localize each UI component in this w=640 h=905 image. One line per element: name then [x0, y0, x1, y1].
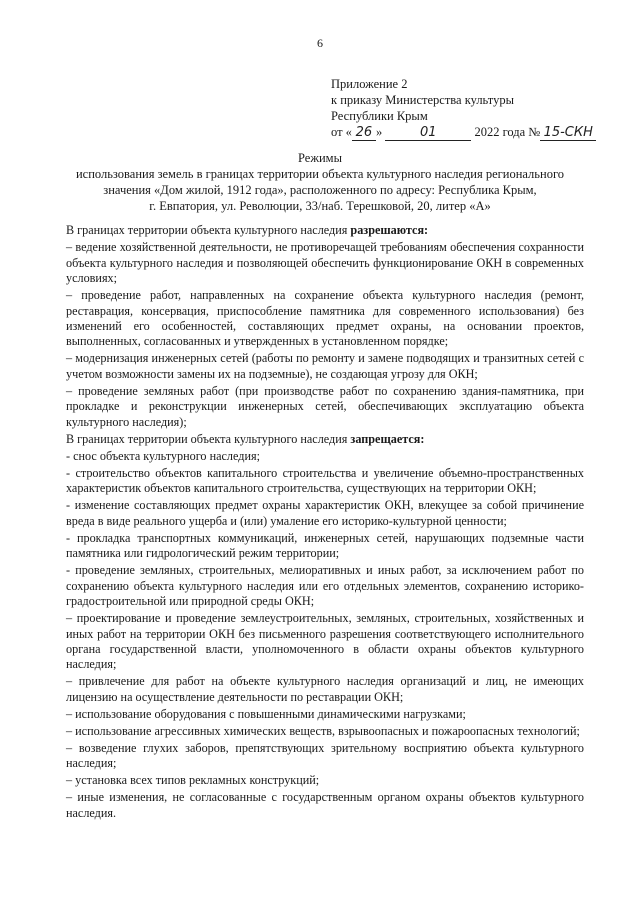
- list-item: - проведение земляных, строительных, мелиоративных и иных работ, за исключением работ по сохранению объекта культурного наследия или его отдельных элементов, сохранению историко-градостроительной или природной среды ОКН;: [66, 563, 584, 609]
- allowed-intro-bold: разрешаются:: [350, 223, 429, 237]
- list-item: – использование агрессивных химических веществ, взрывоопасных и пожароопасных технологий;: [66, 723, 580, 738]
- list-item: – привлечение для работ на объекте культурного наследия организаций и лиц, не имеющих лицензию на осуществление деятельности по реставрации ОКН;: [66, 674, 584, 704]
- allowed-list: [66, 240, 584, 430]
- forbidden-section-heading: [66, 432, 584, 447]
- list-item: – проведение работ, направленных на сохранение объекта культурного наследия (ремонт, реставрация, консервация, приспособление памятника для современного использования) без изменений его особенностей, составляющих предмет охраны, на основании проектов, выполненных, согласованных и утвержденных в установленном порядке;: [66, 288, 584, 349]
- title-line-1: использования земель в границах территории объекта культурного наследия регионального: [75, 167, 565, 181]
- list-item: - изменение составляющих предмет охраны характеристик ОКН, влекущее за собой причинение вреда в виде реального ущерба и (или) умаление его историко-культурной ценности;: [66, 498, 584, 528]
- date-month: 01: [385, 126, 471, 141]
- date-day: 26: [352, 126, 376, 141]
- appendix-line-2: к приказу Министерства культуры: [331, 93, 514, 107]
- list-item: - строительство объектов капитального строительства и увеличение объемно-пространственных характеристик объектов капитального строительства, существующих на территории ОКН;: [66, 466, 584, 496]
- appendix-line-3: Республики Крым: [331, 109, 428, 123]
- list-item: - снос объекта культурного наследия;: [66, 449, 260, 464]
- list-item: – использование оборудования с повышенными динамическими нагрузками;: [66, 706, 466, 721]
- page-number: 6: [317, 36, 323, 50]
- title-line-3: г. Евпатория, ул. Революции, 33/наб. Терешковой, 20, литер «А»: [149, 199, 491, 213]
- list-item: – установка всех типов рекламных конструкций;: [66, 773, 320, 788]
- list-item: – проведение земляных работ (при производстве работ по сохранению здания-памятника, при прокладке и реконструкции инженерных сетей, обеспечивающих эксплуатацию объекта культурного наследия);: [66, 383, 584, 429]
- list-item: – проектирование и проведение землеустроительных, земляных, строительных, хозяйственных и иных работ на территории ОКН без письменного разрешения соответствующего исполнительного органа государственной власти, уполномоченного в области охраны объектов культурного наследия;: [66, 611, 584, 672]
- list-item: – ведение хозяйственной деятельности, не противоречащей требованиям обеспечения сохранности объекта культурного наследия и позволяющей обеспечить функционирование ОКН в современных условиях;: [66, 240, 584, 286]
- title-line-2: значения «Дом жилой, 1912 года», расположенного по адресу: Республика Крым,: [103, 183, 537, 197]
- forbidden-intro: В границах территории объекта культурного наследия: [66, 431, 351, 446]
- order-number: 15-СКН: [540, 126, 596, 141]
- date-mid: »: [375, 125, 383, 139]
- document-body: [66, 223, 584, 823]
- list-item: – модернизация инженерных сетей (работы по ремонту и замене подводящих и транзитных сетей с учетом возможности замены их на подземные), не создающая угрозу для ОКН;: [66, 351, 584, 381]
- list-item: – иные изменения, не согласованные с государственным органом охраны объектов культурного наследия.: [66, 790, 584, 820]
- list-item: – возведение глухих заборов, препятствующих зрительному восприятию объекта культурного наследия;: [66, 740, 584, 771]
- forbidden-intro-bold: запрещается:: [350, 431, 425, 446]
- appendix-header: [331, 76, 631, 141]
- document-title: [60, 150, 580, 214]
- list-item: - прокладка транспортных коммуникаций, инженерных сетей, нарушающих подземные части памятника или гидрологический режим территории;: [66, 530, 584, 561]
- title-heading: Режимы: [298, 151, 342, 165]
- date-year: 2022 года №: [474, 125, 541, 139]
- appendix-date-line: [331, 124, 631, 141]
- date-prefix: от «: [331, 125, 352, 139]
- appendix-line-1: Приложение 2: [331, 77, 408, 91]
- allowed-section-heading: [66, 223, 584, 238]
- allowed-intro: В границах территории объекта культурного наследия: [66, 223, 351, 237]
- forbidden-list: [66, 449, 584, 821]
